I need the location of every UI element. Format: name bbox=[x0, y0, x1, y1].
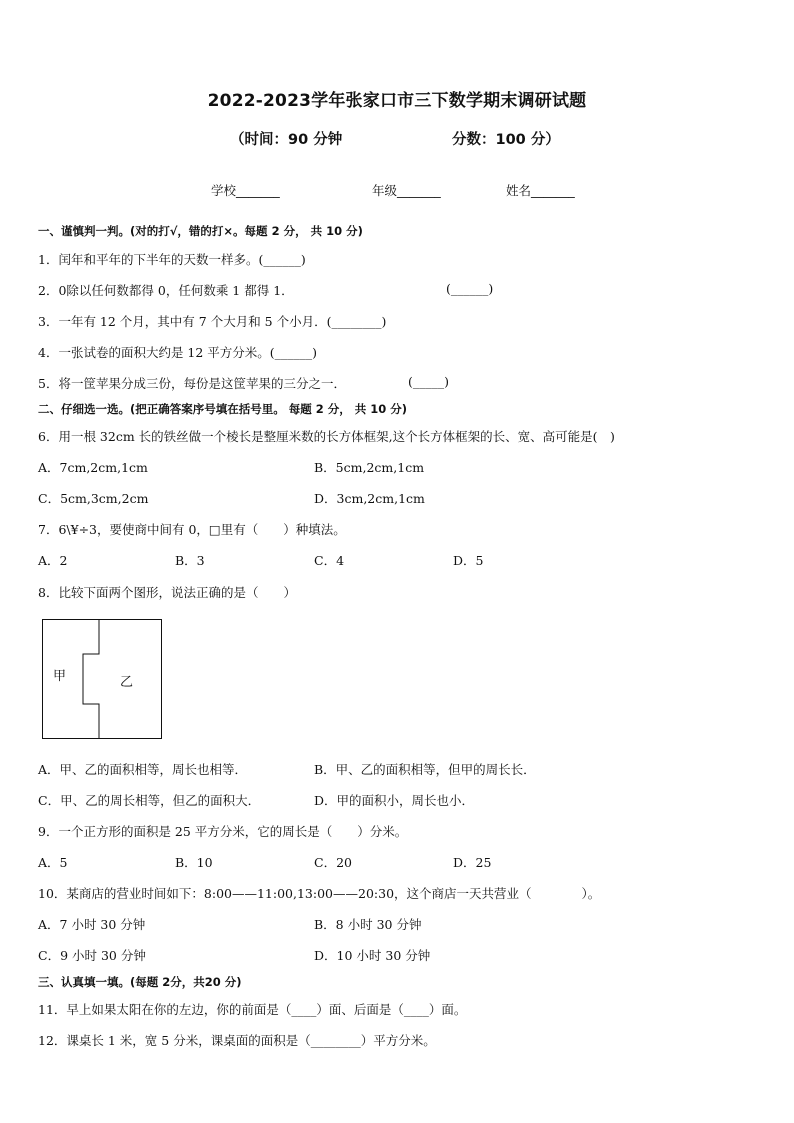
school-field[interactable]: 学校_______ bbox=[211, 183, 280, 198]
question-2-blank[interactable]: (______) bbox=[446, 281, 494, 296]
grade-field[interactable]: 年级_______ bbox=[372, 183, 441, 198]
time-limit: （时间：90 分钟 bbox=[230, 132, 343, 148]
question-4: 4．一张试卷的面积大约是 12 平方分米。(______) bbox=[38, 345, 318, 360]
q9-option-d[interactable]: D．25 bbox=[453, 855, 492, 870]
exam-title: 2022-2023学年张家口市三下数学期末调研试题 bbox=[207, 91, 587, 111]
q6-option-b[interactable]: B．5cm,2cm,1cm bbox=[314, 460, 425, 475]
q7-option-d[interactable]: D．5 bbox=[453, 553, 484, 568]
total-score: 分数：100 分） bbox=[452, 132, 560, 148]
q9-option-b[interactable]: B．10 bbox=[175, 855, 213, 870]
section-3-heading: 三、认真填一填。(每题 2分，共20 分) bbox=[38, 975, 242, 989]
q7-option-b[interactable]: B．3 bbox=[175, 553, 205, 568]
question-5: 5．将一筐苹果分成三份，每份是这筐苹果的三分之一． bbox=[38, 376, 346, 391]
q9-option-a[interactable]: A．5 bbox=[38, 855, 68, 870]
q8-figure bbox=[42, 619, 162, 739]
figure-dividing-line bbox=[83, 620, 99, 739]
question-8: 8．比较下面两个图形，说法正确的是（ ） bbox=[38, 585, 296, 600]
q10-option-a[interactable]: A．7 小时 30 分钟 bbox=[38, 917, 146, 932]
question-11: 11．早上如果太阳在你的左边，你的前面是（____）面、后面是（____）面。 bbox=[38, 1002, 467, 1017]
q10-option-c[interactable]: C．9 小时 30 分钟 bbox=[38, 948, 146, 963]
question-2: 2．0除以任何数都得 0，任何数乘 1 都得 1． bbox=[38, 283, 294, 298]
question-12: 12．课桌长 1 米，宽 5 分米，课桌面的面积是（________）平方分米。 bbox=[38, 1033, 436, 1048]
q10-option-d[interactable]: D．10 小时 30 分钟 bbox=[314, 948, 431, 963]
question-10: 10．某商店的营业时间如下：8:00——11:00,13:00——20:30，这个商店一天共营业（ ）。 bbox=[38, 886, 601, 901]
q8-option-d[interactable]: D．甲的面积小，周长也小． bbox=[314, 793, 475, 808]
section-1-heading: 一、谨慎判一判。(对的打√，错的打×。每题 2 分， 共 10 分) bbox=[38, 224, 363, 238]
q7-option-c[interactable]: C．4 bbox=[314, 553, 345, 568]
figure-label-yi: 乙 bbox=[120, 675, 134, 690]
question-7: 7．6\¥÷3，要使商中间有 0，□里有（ ）种填法。 bbox=[38, 522, 346, 537]
q7-option-a[interactable]: A．2 bbox=[38, 553, 68, 568]
q10-option-b[interactable]: B．8 小时 30 分钟 bbox=[314, 917, 422, 932]
q8-option-a[interactable]: A．甲、乙的面积相等，周长也相等． bbox=[38, 762, 248, 777]
q8-option-c[interactable]: C．甲、乙的周长相等，但乙的面积大． bbox=[38, 793, 261, 808]
q6-option-d[interactable]: D．3cm,2cm,1cm bbox=[314, 491, 425, 506]
question-5-blank[interactable]: (_____) bbox=[408, 374, 450, 389]
q6-option-a[interactable]: A．7cm,2cm,1cm bbox=[38, 460, 148, 475]
name-field[interactable]: 姓名_______ bbox=[506, 183, 575, 198]
question-1: 1．闰年和平年的下半年的天数一样多。(______) bbox=[38, 252, 306, 267]
figure-label-jia: 甲 bbox=[53, 669, 67, 684]
q8-option-b[interactable]: B．甲、乙的面积相等，但甲的周长长． bbox=[314, 762, 536, 777]
question-9: 9．一个正方形的面积是 25 平方分米，它的周长是（ ）分米。 bbox=[38, 824, 408, 839]
q6-option-c[interactable]: C．5cm,3cm,2cm bbox=[38, 491, 149, 506]
section-2-heading: 二、仔细选一选。(把正确答案序号填在括号里。 每题 2 分， 共 10 分) bbox=[38, 402, 408, 416]
q9-option-c[interactable]: C．20 bbox=[314, 855, 352, 870]
question-3: 3．一年有 12 个月，其中有 7 个大月和 5 个小月．(________) bbox=[38, 314, 387, 329]
question-6: 6．用一根 32cm 长的铁丝做一个棱长是整厘米数的长方体框架,这个长方体框架的长、宽、高可能是( ) bbox=[38, 429, 615, 444]
